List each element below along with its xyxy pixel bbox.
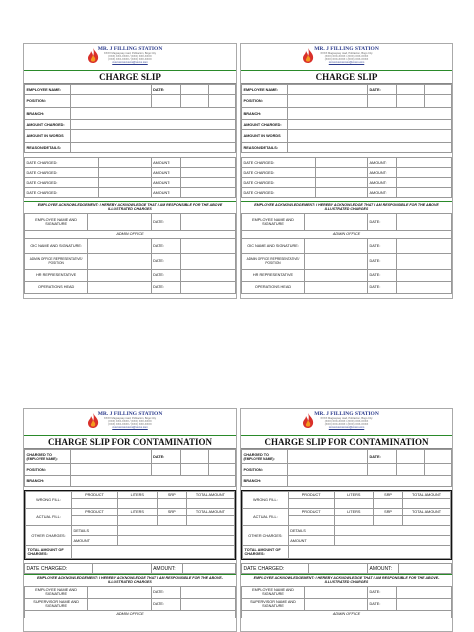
contamination-slip-form-right [240,408,453,632]
date-charged-field[interactable] [315,158,368,168]
employee-signature-label: EMPLOYEE NAME AND SIGNATURE [25,213,88,230]
amount-label: AMOUNT: [368,188,397,198]
contamination-details-block [24,490,236,560]
srp-header: SRP [374,509,403,516]
date-charged-label: DATE CHARGED: [25,564,93,574]
date-label: DATE: [151,598,181,610]
admin-rep-field[interactable] [88,253,151,269]
ops-head-field[interactable] [88,281,151,293]
supervisor-signature-field[interactable] [88,598,151,610]
employee-name-label: EMPLOYEE NAME: [25,85,71,95]
date-field[interactable] [397,450,424,464]
branch-label: BRANCH: [242,108,288,120]
signature-table [24,213,236,231]
charged-to-sublabel: (EMPLOYEE NAME): [26,456,58,461]
total-amount-header: TOTAL AMOUNT [403,492,451,499]
charge-slip-form-left [23,43,237,299]
reason-label: REASON/DETAILS: [242,143,288,153]
product-header: PRODUCT [288,492,334,499]
company-phone-1: (XXX) XXX-XXXX / (XXX) XXX-XXXX [108,420,152,423]
admin-rep-label: ADMIN OFFICE REPRESENTATIVE/ POSITION [242,253,305,269]
amount-small-label: AMOUNT [288,536,334,546]
liters-header: LITERS [117,492,157,499]
position-field[interactable] [288,95,368,108]
actual-product-field[interactable] [288,516,334,526]
amount-field[interactable] [181,158,236,168]
amount-label: AMOUNT: [368,158,397,168]
date-field[interactable] [397,85,424,95]
employee-info-table [24,84,236,153]
other-charges-label: OTHER CHARGES: [243,526,289,546]
date-label: DATE: [368,253,397,269]
wrong-srp-field[interactable] [157,499,186,509]
amount-words-label: AMOUNT IN WORDS [242,130,288,143]
company-phone-1: (XXX) XXX-XXXX / (XXX) XXX-XXXX [108,55,152,58]
employee-name-field[interactable] [71,85,151,95]
total-amount-header: TOTAL AMOUNT [186,492,234,499]
date-charged-field[interactable] [315,168,368,178]
company-header [24,44,236,70]
branch-label: BRANCH: [25,476,71,487]
contamination-details-block [241,490,452,560]
charge-slip-form-right [240,43,453,299]
date-field[interactable] [181,450,208,464]
liters-header: LITERS [334,509,374,516]
date-charged-field[interactable] [98,178,151,188]
date-charged-label: DATE CHARGED: [25,178,99,188]
hr-rep-label: HR REPRESENTATIVE [25,269,88,281]
total-amount-header: TOTAL AMOUNT [186,509,234,516]
date-field[interactable] [181,253,236,269]
company-phone-1: (XXX) XXX-XXXX / (XXX) XXX-XXXX [324,55,369,58]
hr-rep-label: HR REPRESENTATIVE [242,269,305,281]
other-charges-label: OTHER CHARGES: [26,526,72,546]
date-label: DATE: [368,281,397,293]
actual-liters-field[interactable] [117,516,157,526]
charged-to-label: CHARGED TO [26,452,52,457]
details-field[interactable] [334,526,451,536]
total-charges-label: TOTAL AMOUNT OF CHARGES: [243,546,289,559]
flame-logo-icon [301,412,315,429]
company-name: MR. J FILLING STATION [97,411,163,417]
total-charges-field[interactable] [288,546,450,559]
wrong-fill-label: WRONG FILL: [26,492,72,509]
company-name: MR. J FILLING STATION [314,411,379,417]
amount-small-label: AMOUNT [71,536,117,546]
position-label: POSITION: [25,464,71,476]
ops-head-label: OPERATIONS HEAD [242,281,305,293]
employee-info-table [241,84,452,153]
amount-words-label: AMOUNT IN WORDS [25,130,71,143]
date-charged-label: DATE CHARGED: [242,158,316,168]
fill-table [242,491,451,559]
amount-field[interactable] [397,188,452,198]
form-title: CHARGE SLIP FOR CONTAMINATION [241,435,452,449]
other-amount-field[interactable] [334,536,451,546]
amount-label: AMOUNT: [151,158,181,168]
date-charged-table [241,563,452,574]
date-charged-label: DATE CHARGED: [242,168,316,178]
date-label: DATE: [151,253,181,269]
wrong-product-field[interactable] [288,499,334,509]
charged-to-sublabel: (EMPLOYEE NAME): [243,456,275,461]
company-email[interactable]: xxxxxxxxxxxxxxxx@xxxxx.com [328,426,365,429]
wrong-srp-field[interactable] [374,499,403,509]
amount-words-field[interactable] [288,130,452,143]
branch-field[interactable] [71,108,236,120]
branch-label: BRANCH: [242,476,288,487]
company-name: MR. J FILLING STATION [97,46,163,52]
date-charged-field[interactable] [315,178,368,188]
date-charged-field[interactable] [309,564,368,574]
details-field[interactable] [117,526,234,536]
date-field[interactable] [397,213,452,230]
date-field[interactable] [397,586,452,598]
date-field[interactable] [397,253,452,269]
supervisor-signature-field[interactable] [305,598,368,610]
date-label: DATE: [368,586,397,598]
date-charged-field[interactable] [98,188,151,198]
admin-signature-table [241,238,452,294]
company-address: XXXX Magsaysay road, Poblacion, Bogo City [320,417,373,420]
amount-field[interactable] [397,168,452,178]
date-label: DATE: [151,281,181,293]
company-phone-2: (XXX) XXX-XXXX / (XXX) XXX-XXXX [324,58,369,61]
date-label: DATE: [368,598,397,610]
company-email[interactable]: xxxxxxxxxxxxxxxx@xxxxx.com [328,61,365,64]
amount-field[interactable] [397,178,452,188]
employee-signature-label: EMPLOYEE NAME AND SIGNATURE [242,586,305,598]
company-name: MR. J FILLING STATION [314,46,379,52]
date-field[interactable] [181,85,208,95]
branch-field[interactable] [288,476,452,487]
amount-label: AMOUNT: [368,168,397,178]
fill-table [25,491,235,559]
total-amount-header: TOTAL AMOUNT [403,509,451,516]
date-charged-field[interactable] [92,564,151,574]
form-title: CHARGE SLIP FOR CONTAMINATION [24,435,236,449]
amount-label: AMOUNT: [151,564,183,574]
employee-signature-field[interactable] [305,586,368,598]
amount-label: AMOUNT: [151,168,181,178]
employee-signature-label: EMPLOYEE NAME AND SIGNATURE [242,213,305,230]
date-charged-field[interactable] [98,158,151,168]
admin-office-heading: ADMIN OFFICE [241,611,452,618]
actual-srp-field[interactable] [374,516,403,526]
other-amount-field[interactable] [117,536,234,546]
date-label: DATE: [368,238,397,253]
admin-office-heading: ADMIN OFFICE [24,611,236,618]
product-header: PRODUCT [288,509,334,516]
admin-rep-label: ADMIN OFFICE REPRESENTATIVE/ POSITION [25,253,88,269]
date-label: DATE: [151,586,181,598]
supervisor-signature-label: SUPERVISOR NAME AND SIGNATURE [25,598,88,610]
date-field[interactable] [181,586,236,598]
admin-office-heading: ADMIN OFFICE [24,231,236,238]
position-label: POSITION: [242,464,288,476]
actual-srp-field[interactable] [157,516,186,526]
date-label: DATE: [151,213,181,230]
date-field[interactable] [397,598,452,610]
actual-total-field[interactable] [186,516,234,526]
company-address: XXXX Magsaysay road, Poblacion, Bogo City [103,417,157,420]
branch-label: BRANCH: [25,108,71,120]
date-field[interactable] [397,238,452,253]
position-field[interactable] [71,464,151,476]
date-field[interactable] [181,269,236,281]
company-address: XXXX Magsaysay road, Poblacion, Bogo City [320,52,373,55]
admin-signature-table [24,238,236,294]
contamination-slip-form-left [23,408,237,632]
amount-charged-field[interactable] [288,120,452,130]
amount-label: AMOUNT: [151,188,181,198]
srp-header: SRP [157,492,186,499]
company-header [241,409,452,435]
date-label: DATE: [367,450,396,464]
actual-fill-label: ACTUAL FILL: [243,509,289,526]
company-phone-1: (XXX) XXX-XXXX / (XXX) XXX-XXXX [324,420,369,423]
date-charged-label: DATE CHARGED: [242,564,309,574]
amount-label: AMOUNT: [368,178,397,188]
amount-field[interactable] [181,188,236,198]
details-label: DETAILS [71,526,117,536]
srp-header: SRP [157,509,186,516]
amount-label: AMOUNT: [367,564,399,574]
position-field[interactable] [71,95,151,108]
product-header: PRODUCT [71,509,117,516]
date-label: DATE: [151,450,181,464]
hr-rep-field[interactable] [305,269,368,281]
amount-charged-label: AMOUNT CHARGED: [242,120,288,130]
signature-table [241,586,452,611]
installments-table [241,157,452,198]
company-header [241,44,452,70]
wrong-total-field[interactable] [403,499,451,509]
employee-acknowledgement: EMPLOYEE ACKNOWLEDGEMENT: I HEREBY ACKNOWLEDGE THAT I AM RESPONSIBLE FOR THE ABOVE-ILLUSTRATED CHARGES [24,574,236,586]
branch-field[interactable] [71,476,236,487]
amount-words-field[interactable] [71,130,236,143]
actual-product-field[interactable] [71,516,117,526]
date-charged-label: DATE CHARGED: [25,158,99,168]
company-header [24,409,236,435]
amount-field[interactable] [399,564,452,574]
admin-office-heading: ADMIN OFFICE [241,231,452,238]
wrong-total-field[interactable] [186,499,234,509]
wrong-product-field[interactable] [71,499,117,509]
employee-acknowledgement: EMPLOYEE ACKNOWLEDGEMENT: I HEREBY ACKNOWLEDGE THAT I AM RESPONSIBLE FOR THE ABOVE ILLUSTRATED CHARGES [24,201,236,213]
details-label: DETAILS [288,526,334,536]
amount-charged-label: AMOUNT CHARGED: [25,120,71,130]
supervisor-signature-label: SUPERVISOR NAME AND SIGNATURE [242,598,305,610]
flame-logo-icon [301,47,315,64]
date-field[interactable] [397,269,452,281]
date-charged-label: DATE CHARGED: [25,168,99,178]
signature-table [241,213,452,231]
employee-signature-field[interactable] [305,213,368,230]
oic-signature-label: OIC NAME AND SIGNATURE: [242,238,305,253]
company-phone-2: (XXX) XXX-XXXX / (XXX) XXX-XXXX [108,58,152,61]
amount-field[interactable] [181,178,236,188]
date-label: DATE: [368,213,397,230]
date-charged-field[interactable] [98,168,151,178]
liters-header: LITERS [117,509,157,516]
oic-signature-field[interactable] [88,238,151,253]
oic-signature-label: OIC NAME AND SIGNATURE: [25,238,88,253]
signature-table [24,586,236,611]
srp-header: SRP [374,492,403,499]
date-field[interactable] [181,281,236,293]
branch-field[interactable] [288,108,452,120]
liters-header: LITERS [334,492,374,499]
date-label: DATE: [151,238,181,253]
wrong-fill-label: WRONG FILL: [243,492,289,509]
ops-head-label: OPERATIONS HEAD [25,281,88,293]
employee-signature-label: EMPLOYEE NAME AND SIGNATURE [25,586,88,598]
actual-total-field[interactable] [403,516,451,526]
employee-name-field[interactable] [288,85,368,95]
employee-signature-field[interactable] [88,213,151,230]
product-header: PRODUCT [71,492,117,499]
position-field[interactable] [288,464,368,476]
date-label: DATE: [368,269,397,281]
amount-charged-field[interactable] [71,120,236,130]
employee-acknowledgement: EMPLOYEE ACKNOWLEDGEMENT: I HEREBY ACKNOWLEDGE THAT I AM RESPONSIBLE FOR THE ABOVE ILLUSTRATED CHARGES [241,201,452,213]
flame-logo-icon [86,412,100,429]
form-title: CHARGE SLIP [241,70,452,84]
date-charged-table [24,563,236,574]
date-field[interactable] [181,598,236,610]
actual-fill-label: ACTUAL FILL: [26,509,72,526]
date-label: DATE: [151,269,181,281]
reason-field[interactable] [71,143,236,153]
date-field[interactable] [181,238,236,253]
charged-to-field[interactable] [288,450,368,464]
charged-to-label: CHARGED TO [243,452,269,457]
date-label: DATE: [367,85,396,95]
flame-logo-icon [86,47,100,64]
wrong-liters-field[interactable] [334,499,374,509]
date-charged-field[interactable] [315,188,368,198]
employee-signature-field[interactable] [88,586,151,598]
date-charged-label: DATE CHARGED: [242,188,316,198]
hr-rep-field[interactable] [88,269,151,281]
total-charges-label: TOTAL AMOUNT OF CHARGES: [26,546,72,559]
employee-name-label: EMPLOYEE NAME: [242,85,288,95]
company-email[interactable]: xxxxxxxxxxxxxxxx@xxxxx.com [112,426,148,429]
oic-signature-field[interactable] [305,238,368,253]
admin-rep-field[interactable] [305,253,368,269]
position-label: POSITION: [25,95,71,108]
company-phone-2: (XXX) XXX-XXXX / (XXX) XXX-XXXX [324,423,369,426]
date-label: DATE: [151,85,181,95]
position-label: POSITION: [242,95,288,108]
actual-liters-field[interactable] [334,516,374,526]
company-phone-2: (XXX) XXX-XXXX / (XXX) XXX-XXXX [108,423,152,426]
amount-field[interactable] [183,564,236,574]
amount-field[interactable] [181,168,236,178]
employee-info-table [241,449,452,487]
wrong-liters-field[interactable] [117,499,157,509]
employee-info-table [24,449,236,487]
form-title: CHARGE SLIP [24,70,236,84]
charged-to-field[interactable] [71,450,151,464]
date-charged-label: DATE CHARGED: [25,188,99,198]
employee-acknowledgement: EMPLOYEE ACKNOWLEDGEMENT: I HEREBY ACKNOWLEDGE THAT I AM RESPONSIBLE FOR THE ABOVE-ILLUSTRATED CHARGES [241,574,452,586]
installments-table [24,157,236,198]
amount-field[interactable] [397,158,452,168]
company-email[interactable]: xxxxxxxxxxxxxxxx@xxxxx.com [112,61,148,64]
date-charged-label: DATE CHARGED: [242,178,316,188]
total-charges-field[interactable] [71,546,234,559]
reason-field[interactable] [288,143,452,153]
amount-label: AMOUNT: [151,178,181,188]
reason-label: REASON/DETAILS: [25,143,71,153]
ops-head-field[interactable] [305,281,368,293]
date-field[interactable] [397,281,452,293]
company-address: XXXX Magsaysay road, Poblacion, Bogo City [103,52,157,55]
date-field[interactable] [181,213,236,230]
